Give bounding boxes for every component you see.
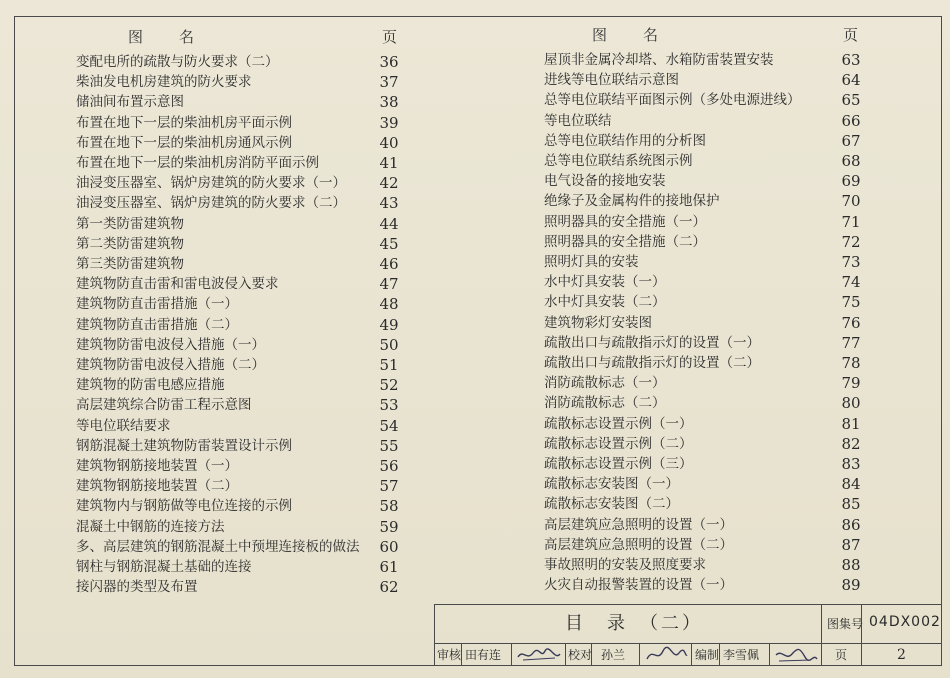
- index-entry: [544, 555, 876, 575]
- entry-title: 事故照明的安装及照度要求: [544, 557, 706, 573]
- entry-title: 混凝土中钢筋的连接方法: [76, 518, 225, 535]
- index-entry: [76, 52, 414, 72]
- index-entry: [544, 474, 876, 494]
- cell-divider: [769, 644, 770, 665]
- reviewer-signature: [515, 645, 563, 665]
- entry-title: 钢柱与钢筋混凝土基础的连接: [76, 559, 252, 575]
- index-entry: [76, 92, 414, 112]
- entry-title: 疏散标志设置示例（一）: [544, 415, 693, 432]
- index-entry: [76, 416, 414, 436]
- entry-page-number: 76: [841, 313, 861, 332]
- entry-page-number: 57: [379, 477, 399, 496]
- index-entry: [76, 395, 414, 415]
- entry-page-number: 43: [379, 194, 399, 213]
- index-entry: [544, 333, 876, 353]
- drawing-title: 目 录 （二）: [565, 613, 703, 634]
- entry-title: 油浸变压器室、锅炉房建筑的防火要求（二）: [76, 195, 346, 212]
- index-entry: [544, 535, 876, 555]
- entry-title: 总等电位联结系统图示例: [544, 153, 693, 169]
- index-entry: [76, 254, 414, 274]
- reviewer-name: 田有连: [465, 648, 502, 662]
- index-entry: [544, 212, 876, 232]
- entry-page-number: 71: [841, 212, 861, 231]
- entry-title: 变配电所的疏散与防火要求（二）: [76, 54, 279, 70]
- entry-page-number: 73: [841, 253, 861, 271]
- entry-title: 建筑物彩灯安装图: [544, 314, 652, 331]
- entry-title: 多、高层建筑的钢筋混凝土中预埋连接板的做法: [76, 538, 360, 555]
- entry-page-number: 88: [841, 556, 861, 574]
- index-entry: [76, 234, 414, 254]
- index-entry: [76, 173, 414, 193]
- entry-title: 建筑物防雷电波侵入措施（二）: [76, 357, 265, 373]
- entry-page-number: 77: [841, 333, 861, 352]
- entry-page-number: 79: [841, 374, 861, 393]
- index-entry: [76, 335, 414, 355]
- checker-name: 孙兰: [601, 648, 626, 662]
- index-entry: [544, 90, 876, 110]
- entry-title: 总等电位联结平面图示例（多处电源进线）: [544, 92, 801, 109]
- designer-name: 李雪佩: [723, 648, 760, 662]
- index-entry: [544, 171, 876, 191]
- entry-title: 柴油发电机房建筑的防火要求: [76, 74, 252, 91]
- entry-title: 布置在地下一层的柴油机房通风示例: [76, 134, 292, 151]
- index-entry: [544, 313, 876, 333]
- entry-title: 建筑物内与钢筋做等电位连接的示例: [76, 498, 292, 515]
- entry-title: 疏散标志安装图（二）: [544, 496, 679, 513]
- entry-page-number: 47: [379, 275, 399, 294]
- entry-page-number: 74: [841, 273, 861, 292]
- entry-page-number: 39: [379, 113, 399, 132]
- entry-page-number: 64: [841, 71, 861, 90]
- entry-page-number: 61: [379, 558, 399, 576]
- entry-title: 照明器具的安全措施（二）: [544, 233, 706, 250]
- left-name-header: 图 名: [128, 28, 197, 46]
- check-label: 校对: [568, 648, 593, 662]
- designer-signature: [773, 645, 819, 665]
- entry-title: 布置在地下一层的柴油机房平面示例: [76, 114, 292, 131]
- cell-divider: [461, 644, 462, 665]
- index-entry: [544, 434, 876, 454]
- entry-title: 建筑物钢筋接地装置（一）: [76, 458, 238, 474]
- entry-page-number: 63: [841, 51, 861, 69]
- atlas-number-label: 图集号: [827, 617, 864, 631]
- index-entry: [76, 537, 414, 557]
- entry-title: 疏散出口与疏散指示灯的设置（二）: [544, 355, 760, 371]
- entry-page-number: 36: [379, 53, 399, 71]
- entry-page-number: 44: [379, 214, 399, 233]
- entry-page-number: 37: [379, 73, 399, 92]
- entry-title: 高层建筑综合防雷工程示意图: [76, 397, 252, 414]
- right-page-header: 页: [843, 26, 861, 44]
- entry-page-number: 83: [841, 455, 861, 473]
- entry-title: 第二类防雷建筑物: [76, 235, 184, 252]
- entry-title: 消防疏散标志（二）: [544, 395, 666, 412]
- index-entry: [544, 494, 876, 514]
- entry-title: 疏散出口与疏散指示灯的设置（一）: [544, 334, 760, 351]
- index-entry: [76, 113, 414, 133]
- index-entry: [544, 292, 876, 312]
- index-entry: [76, 436, 414, 456]
- entry-page-number: 70: [841, 192, 861, 211]
- entry-page-number: 50: [379, 335, 399, 354]
- entry-page-number: 42: [379, 174, 399, 193]
- entry-page-number: 54: [379, 416, 399, 435]
- entry-page-number: 80: [841, 394, 861, 413]
- entry-title: 高层建筑应急照明的设置（二）: [544, 536, 733, 553]
- index-entry: [76, 355, 414, 375]
- entry-title: 布置在地下一层的柴油机房消防平面示例: [76, 155, 319, 171]
- entry-page-number: 49: [379, 315, 399, 334]
- entry-page-number: 62: [379, 578, 399, 597]
- title-block-divider: [821, 605, 822, 665]
- entry-title: 水中灯具安装（二）: [544, 294, 666, 311]
- index-entry: [544, 454, 876, 474]
- cell-divider: [719, 644, 720, 665]
- index-entry: [76, 577, 414, 597]
- index-entry: [76, 375, 414, 395]
- index-entry: [76, 214, 414, 234]
- entry-title: 建筑物防雷电波侵入措施（一）: [76, 336, 265, 353]
- cell-divider: [639, 644, 640, 665]
- index-entry: [544, 111, 876, 131]
- index-entry: [544, 353, 876, 373]
- entry-page-number: 38: [379, 93, 399, 112]
- entry-title: 照明灯具的安装: [544, 254, 639, 270]
- entry-page-number: 68: [841, 152, 861, 170]
- entry-title: 总等电位联结作用的分析图: [544, 132, 706, 149]
- entry-title: 高层建筑应急照明的设置（一）: [544, 516, 733, 533]
- left-page-header: 页: [382, 28, 400, 46]
- entry-title: 接闪器的类型及布置: [76, 579, 198, 596]
- entry-page-number: 48: [379, 295, 399, 314]
- entry-title: 进线等电位联结示意图: [544, 72, 679, 89]
- index-entry: [544, 131, 876, 151]
- index-entry: [76, 315, 414, 335]
- entry-title: 第三类防雷建筑物: [76, 256, 184, 272]
- cell-divider: [565, 644, 566, 665]
- index-entry: [76, 557, 414, 577]
- entry-title: 疏散标志设置示例（二）: [544, 435, 693, 452]
- entry-title: 建筑物防直击雷措施（二）: [76, 316, 238, 333]
- index-entry: [76, 133, 414, 153]
- entry-title: 建筑物防直击雷措施（一）: [76, 296, 238, 313]
- entry-page-number: 78: [841, 354, 861, 372]
- entry-page-number: 67: [841, 131, 861, 150]
- entry-page-number: 85: [841, 495, 861, 514]
- title-block: [434, 604, 942, 666]
- entry-title: 火灾自动报警装置的设置（一）: [544, 577, 733, 594]
- page-label: 页: [835, 648, 848, 662]
- entry-page-number: 41: [379, 154, 399, 172]
- entry-title: 建筑物的防雷电感应措施: [76, 377, 225, 394]
- index-entry: [544, 414, 876, 434]
- page-number: 2: [897, 647, 906, 663]
- entry-title: 屋顶非金属冷却塔、水箱防雷装置安装: [544, 52, 774, 68]
- entry-title: 等电位联结: [544, 112, 612, 129]
- entry-page-number: 52: [379, 376, 399, 395]
- index-entry: [544, 515, 876, 535]
- entry-page-number: 84: [841, 475, 861, 494]
- entry-title: 建筑物防直击雷和雷电波侵入要求: [76, 276, 279, 293]
- entry-title: 绝缘子及金属构件的接地保护: [544, 193, 720, 210]
- entry-page-number: 86: [841, 515, 861, 534]
- index-entry: [544, 70, 876, 90]
- entry-page-number: 51: [379, 356, 399, 374]
- index-entry: [76, 294, 414, 314]
- index-entry: [544, 393, 876, 413]
- entry-page-number: 55: [379, 436, 399, 455]
- index-entry: [76, 193, 414, 213]
- right-name-header: 图 名: [592, 26, 661, 44]
- entry-title: 钢筋混凝土建筑物防雷装置设计示例: [76, 437, 292, 454]
- index-entry: [544, 252, 876, 272]
- entry-title: 油浸变压器室、锅炉房建筑的防火要求（一）: [76, 175, 346, 192]
- index-entry: [76, 274, 414, 294]
- entry-page-number: 65: [841, 91, 861, 110]
- entry-page-number: 87: [841, 535, 861, 554]
- entry-page-number: 56: [379, 457, 399, 475]
- entry-page-number: 81: [841, 414, 861, 433]
- entry-title: 建筑物钢筋接地装置（二）: [76, 478, 238, 495]
- cell-divider: [691, 644, 692, 665]
- index-entry: [544, 151, 876, 171]
- entry-title: 疏散标志设置示例（三）: [544, 456, 693, 472]
- index-entry: [544, 575, 876, 595]
- index-entry: [544, 272, 876, 292]
- entry-page-number: 72: [841, 232, 861, 251]
- entry-title: 照明器具的安全措施（一）: [544, 213, 706, 230]
- entry-page-number: 40: [379, 133, 399, 152]
- entry-title: 消防疏散标志（一）: [544, 375, 666, 392]
- design-label: 编制: [695, 648, 720, 662]
- entry-title: 第一类防雷建筑物: [76, 215, 184, 232]
- entry-page-number: 59: [379, 517, 399, 536]
- entry-title: 水中灯具安装（一）: [544, 274, 666, 291]
- cell-divider: [511, 644, 512, 665]
- entry-page-number: 46: [379, 255, 399, 273]
- entry-page-number: 58: [379, 497, 399, 516]
- index-entry: [544, 373, 876, 393]
- index-entry: [76, 153, 414, 173]
- entry-page-number: 66: [841, 111, 861, 130]
- entry-page-number: 53: [379, 396, 399, 415]
- index-entry: [76, 476, 414, 496]
- entry-title: 电气设备的接地安装: [544, 173, 666, 190]
- index-entry: [544, 191, 876, 211]
- entry-page-number: 45: [379, 234, 399, 253]
- index-entry: [544, 232, 876, 252]
- index-entry: [544, 50, 876, 70]
- review-label: 审核: [437, 648, 462, 662]
- index-entry: [76, 72, 414, 92]
- entry-page-number: 82: [841, 434, 861, 453]
- entry-title: 疏散标志安装图（一）: [544, 476, 679, 493]
- index-entry: [76, 496, 414, 516]
- entry-page-number: 69: [841, 172, 861, 191]
- entry-title: 储油间布置示意图: [76, 94, 184, 111]
- entry-page-number: 60: [379, 537, 399, 556]
- atlas-number: 04DX002: [869, 614, 941, 630]
- entry-page-number: 75: [841, 293, 861, 312]
- index-entry: [76, 517, 414, 537]
- index-entry: [76, 456, 414, 476]
- entry-title: 等电位联结要求: [76, 417, 171, 434]
- checker-signature: [643, 645, 689, 665]
- entry-page-number: 89: [841, 576, 861, 595]
